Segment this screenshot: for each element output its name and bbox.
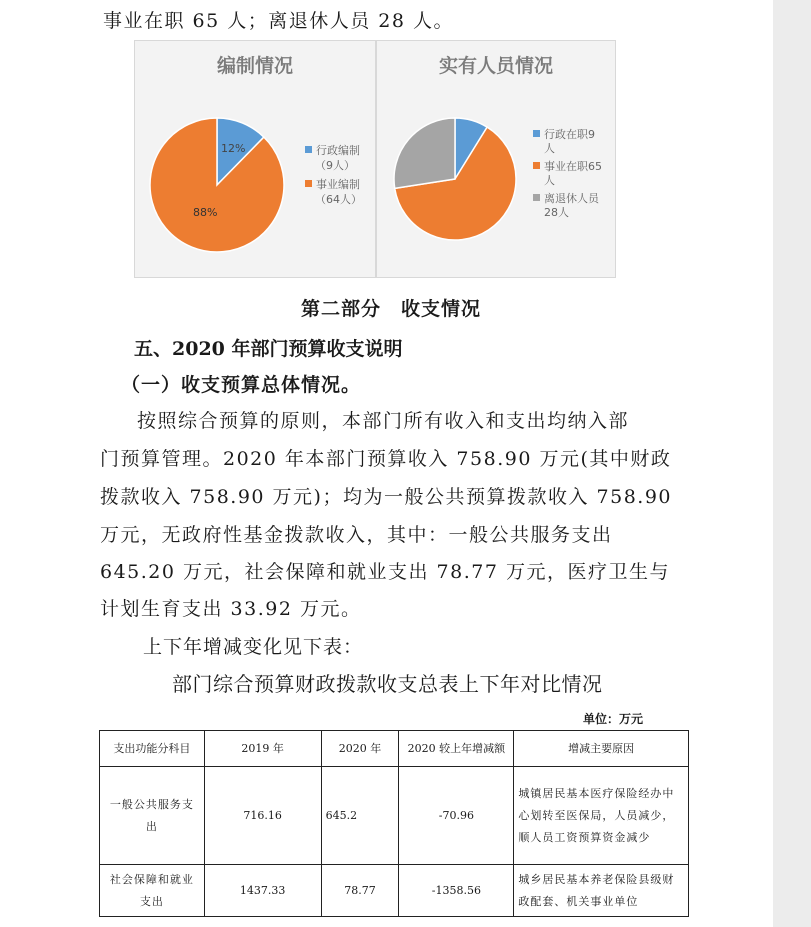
legend-label: 事业在职65 <box>544 160 602 173</box>
paragraph-line-5: 645.20 万元，社会保障和就业支出 78.77 万元，医疗卫生与 <box>100 561 670 583</box>
legend-swatch-blue <box>305 146 312 153</box>
header-2020: 2020 年 <box>321 731 399 767</box>
slice-label-institution-pct: 88% <box>193 206 218 219</box>
cell-subject: 社会保障和就业支出 <box>100 865 205 917</box>
legend-item-institution-count: （64人） <box>315 193 362 206</box>
cell-reason: 城乡居民基本养老保险县级财政配套、机关事业单位 <box>514 865 689 917</box>
legend-swatch-gray <box>533 194 540 201</box>
cell-change: -1358.56 <box>399 865 514 917</box>
legend-item-admin <box>305 143 360 158</box>
staffing-chart <box>134 40 376 278</box>
cell-2020: 78.77 <box>321 865 399 917</box>
paragraph-line-4: 万元，无政府性基金拨款收入，其中：一般公共服务支出 <box>100 524 613 546</box>
legend-item-admin-count: （9人） <box>315 159 355 172</box>
legend-item-institution <box>305 177 360 192</box>
slice-label-admin-pct: 12% <box>221 142 246 155</box>
legend-swatch-orange <box>305 180 312 187</box>
paragraph-line-6: 计划生育支出 33.92 万元。 <box>100 598 362 620</box>
staffing-chart-title: 编制情况 <box>216 55 293 77</box>
table-header-row <box>100 731 689 767</box>
actual-staff-chart <box>376 40 616 278</box>
comparison-table <box>99 730 689 917</box>
cell-subject: 一般公共服务支出 <box>100 767 205 865</box>
legend-label: 行政在职9 <box>544 128 595 141</box>
staffing-pie-slice-1 <box>150 118 284 252</box>
legend-label: 事业编制 <box>316 178 360 191</box>
legend-label: 行政编制 <box>316 144 360 157</box>
subsection-heading: （一）收支预算总体情况。 <box>121 374 362 396</box>
cell-2019: 716.16 <box>204 767 321 865</box>
section-heading: 五、2020 年部门预算收支说明 <box>134 338 403 360</box>
table-row <box>100 865 689 917</box>
header-subject: 支出功能分科目 <box>100 731 205 767</box>
part-heading: 第二部分 收支情况 <box>301 298 482 320</box>
legend-item-admin-active-unit: 人 <box>544 142 555 155</box>
table-title: 部门综合预算财政拨款收支总表上下年对比情况 <box>172 672 603 696</box>
header-2019: 2019 年 <box>204 731 321 767</box>
intro-line: 事业在职 65 人；离退休人员 28 人。 <box>103 10 455 32</box>
paragraph-line-1: 按照综合预算的原则，本部门所有收入和支出均纳入部 <box>137 410 630 432</box>
cell-reason: 城镇居民基本医疗保险经办中心划转至医保局，人员减少，顺人员工资预算资金减少 <box>514 767 689 865</box>
legend-item-institution-active-unit: 人 <box>544 174 555 187</box>
paragraph-line-3: 拨款收入 758.90 万元)；均为一般公共预算拨款收入 758.90 <box>100 486 672 508</box>
table-row <box>100 767 689 865</box>
legend-swatch-orange <box>533 162 540 169</box>
cell-2019: 1437.33 <box>204 865 321 917</box>
header-change: 2020 较上年增减额 <box>399 731 514 767</box>
cell-change: -70.96 <box>399 767 514 865</box>
actual-staff-chart-title: 实有人员情况 <box>438 55 553 77</box>
actual-staff-pie-slice-2 <box>394 118 455 188</box>
paragraph-line-2: 门预算管理。2020 年本部门预算收入 758.90 万元(其中财政 <box>100 448 672 470</box>
unit-label: 单位：万元 <box>583 712 644 726</box>
legend-item-retired-count: 28人 <box>544 206 569 219</box>
legend-item-admin-active <box>533 127 595 142</box>
cell-2020: 645.2 <box>321 767 399 865</box>
legend-label: 离退休人员 <box>544 192 599 205</box>
legend-item-institution-active <box>533 159 602 174</box>
legend-swatch-blue <box>533 130 540 137</box>
header-reason: 增减主要原因 <box>514 731 689 767</box>
page-gutter <box>773 0 811 927</box>
change-intro: 上下年增减变化见下表： <box>143 636 364 658</box>
legend-item-retired <box>533 191 599 206</box>
